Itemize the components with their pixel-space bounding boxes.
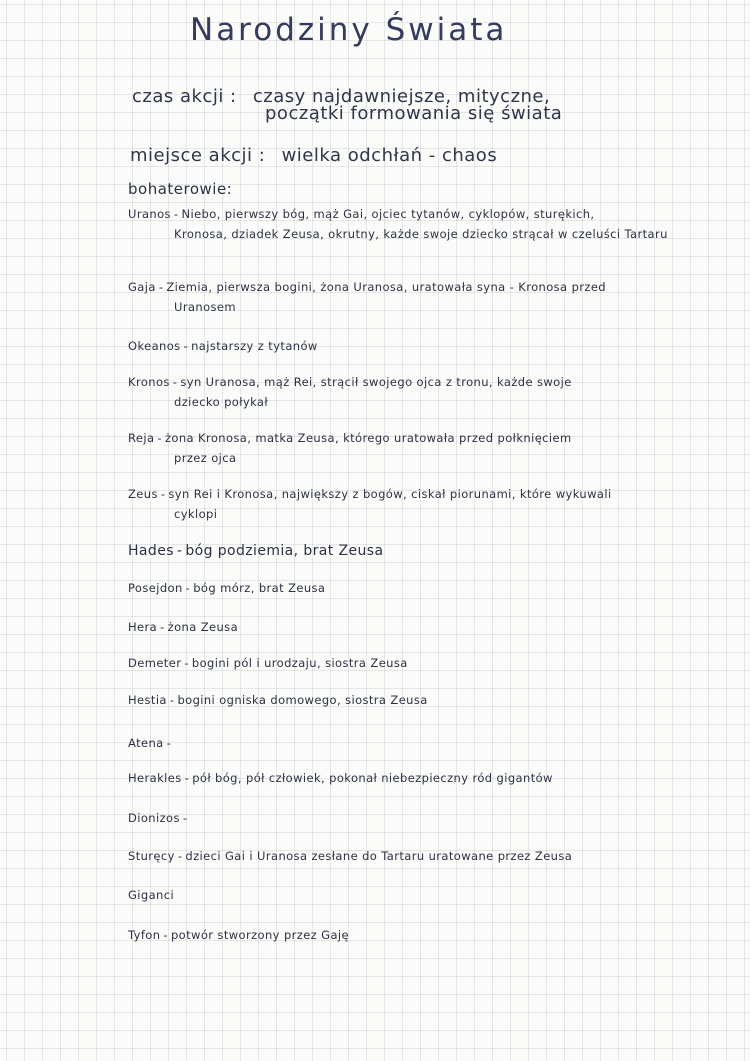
character-entry: Tyfon - potwór stworzony przez Gaję bbox=[128, 928, 350, 942]
character-description-continued: dziecko połykał bbox=[174, 395, 269, 409]
character-description: bóg podziemia, brat Zeusa bbox=[185, 543, 384, 559]
character-name: Hera bbox=[128, 620, 158, 634]
character-name: Demeter bbox=[128, 656, 182, 670]
czas-akcji-value-2: początki formowania się świata bbox=[265, 103, 563, 124]
character-entry: Atena - bbox=[128, 736, 172, 750]
character-name: Atena bbox=[128, 736, 164, 750]
bohaterowie-heading: bohaterowie: bbox=[128, 180, 233, 198]
character-entry: Okeanos - najstarszy z tytanów bbox=[128, 339, 318, 353]
character-entry: Hera - żona Zeusa bbox=[128, 620, 239, 634]
character-description: żona Zeusa bbox=[167, 620, 239, 634]
character-description: Ziemia, pierwsza bogini, żona Uranosa, uratowała syna - Kronosa przed bbox=[166, 280, 607, 294]
character-description: żona Kronosa, matka Zeusa, którego uratowała przed połknięciem bbox=[164, 431, 572, 445]
character-description: potwór stworzony przez Gaję bbox=[170, 928, 350, 942]
character-entry: Herakles - pół bóg, pół człowiek, pokonał niebezpieczny ród gigantów bbox=[128, 771, 553, 785]
character-entry: Kronos - syn Uranosa, mąż Rei, strącił swojego ojca z tronu, każde swoje dziecko połykał bbox=[128, 372, 698, 412]
character-description: bóg mórz, brat Zeusa bbox=[193, 581, 326, 595]
character-entry: Hestia - bogini ogniska domowego, siostra Zeusa bbox=[128, 693, 428, 707]
czas-akcji-line: czas akcji : czasy najdawniejsze, mityczne, bbox=[132, 86, 551, 107]
character-name: Okeanos bbox=[128, 339, 181, 353]
character-description: pół bóg, pół człowiek, pokonał niebezpieczny ród gigantów bbox=[192, 771, 553, 785]
character-name: Herakles bbox=[128, 771, 182, 785]
character-name: Hestia bbox=[128, 693, 167, 707]
character-entry: Hades - bóg podziemia, brat Zeusa bbox=[128, 543, 384, 559]
character-entry: Zeus - syn Rei i Kronosa, największy z bogów, ciskał piorunami, które wykuwali cyklopi bbox=[128, 484, 698, 524]
miejsce-akcji-line: miejsce akcji : wielka odchłań - chaos bbox=[130, 145, 498, 166]
character-name: Zeus bbox=[128, 487, 158, 501]
character-name: Giganci bbox=[128, 888, 175, 902]
character-description-continued: cyklopi bbox=[174, 507, 218, 521]
character-name: Hades bbox=[128, 543, 174, 559]
miejsce-akcji-value: wielka odchłań - chaos bbox=[281, 145, 498, 166]
character-name: Gaja bbox=[128, 280, 156, 294]
character-name: Kronos bbox=[128, 375, 170, 389]
character-name: Reja bbox=[128, 431, 155, 445]
character-description-continued: Kronosa, dziadek Zeusa, okrutny, każde swoje dziecko strącał w czeluści Tartaru bbox=[174, 227, 668, 241]
character-entry bbox=[128, 885, 698, 905]
character-entry: Uranos - Niebo, pierwszy bóg, mąż Gai, ojciec tytanów, cyklopów, sturękich, Kronosa, dziadek Zeusa, okrutny, każde swoje dziecko strącał w czeluści Tartaru bbox=[128, 204, 698, 244]
character-entry: Dionizos - bbox=[128, 811, 188, 825]
character-description: bogini ogniska domowego, siostra Zeusa bbox=[177, 693, 428, 707]
czas-akcji-label: czas akcji bbox=[132, 86, 224, 107]
character-name: Uranos bbox=[128, 207, 171, 221]
character-description: Niebo, pierwszy bóg, mąż Gai, ojciec tytanów, cyklopów, sturękich, bbox=[181, 207, 595, 221]
character-description: najstarszy z tytanów bbox=[191, 339, 318, 353]
miejsce-akcji-label: miejsce akcji bbox=[130, 145, 253, 166]
character-description-continued: przez ojca bbox=[174, 451, 237, 465]
character-entry: Reja - żona Kronosa, matka Zeusa, którego uratowała przed połknięciem przez ojca bbox=[128, 428, 698, 468]
character-entry: Gaja - Ziemia, pierwsza bogini, żona Uranosa, uratowała syna - Kronosa przed Uranosem bbox=[128, 277, 698, 317]
character-name: Posejdon bbox=[128, 581, 183, 595]
character-name: Tyfon bbox=[128, 928, 161, 942]
character-name: Dionizos bbox=[128, 811, 180, 825]
character-description-continued: Uranosem bbox=[174, 300, 236, 314]
czas-akcji-value-1: czasy najdawniejsze, mityczne, bbox=[252, 86, 551, 107]
character-name: Sturęcy bbox=[128, 849, 175, 863]
character-description: syn Rei i Kronosa, największy z bogów, ciskał piorunami, które wykuwali bbox=[168, 487, 612, 501]
character-description: bogini pól i urodzaju, siostra Zeusa bbox=[191, 656, 408, 670]
character-entry: Posejdon - bóg mórz, brat Zeusa bbox=[128, 581, 326, 595]
character-description: dzieci Gai i Uranosa zesłane do Tartaru uratowane przez Zeusa bbox=[185, 849, 573, 863]
character-entry: Demeter - bogini pól i urodzaju, siostra Zeusa bbox=[128, 656, 408, 670]
page-title: Narodziny Świata bbox=[190, 12, 508, 48]
character-description: syn Uranosa, mąż Rei, strącił swojego ojca z tronu, każde swoje bbox=[180, 375, 572, 389]
character-entry: Sturęcy - dzieci Gai i Uranosa zesłane do Tartaru uratowane przez Zeusa bbox=[128, 849, 573, 863]
